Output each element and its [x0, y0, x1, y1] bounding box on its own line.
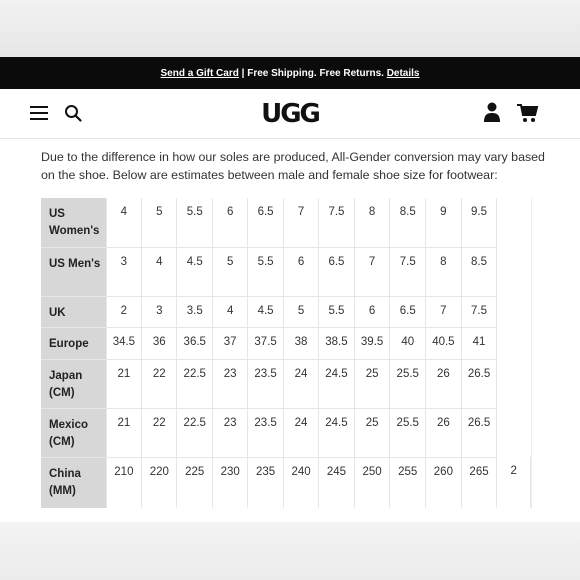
size-cell: 7: [354, 247, 390, 296]
size-cell: 2: [497, 457, 531, 508]
size-cell: 4.5: [177, 247, 213, 296]
size-cell: 3: [142, 296, 177, 327]
details-link[interactable]: Details: [386, 67, 420, 79]
size-cell: 240: [283, 457, 318, 508]
row-header-cell: Mexico (CM): [41, 408, 106, 457]
size-cell: 24: [283, 408, 318, 457]
size-cell: 7.5: [390, 247, 426, 296]
size-cell: 37.5: [248, 327, 284, 359]
size-cell: 8.5: [461, 247, 497, 296]
size-cell: 4: [213, 296, 248, 327]
size-cell: 2: [106, 296, 142, 327]
size-cell: 24: [283, 359, 318, 408]
size-chart-table-container[interactable]: [41, 198, 532, 508]
size-cell: 5.5: [319, 296, 355, 327]
table-row: [41, 327, 531, 359]
size-cell: 22.5: [177, 408, 213, 457]
size-cell: 25: [354, 359, 390, 408]
size-cell: 265: [461, 457, 497, 508]
size-cell: 8: [354, 198, 390, 247]
table-row: [41, 408, 531, 457]
size-cell: 41: [461, 327, 497, 359]
size-cell: 5: [213, 247, 248, 296]
size-cell: 23: [213, 408, 248, 457]
size-cell: 25: [354, 408, 390, 457]
size-cell: 3.5: [177, 296, 213, 327]
size-cell: 22.5: [177, 359, 213, 408]
row-header-cell: China (MM): [41, 457, 106, 508]
row-header-cell: US Women's: [41, 198, 106, 247]
search-icon[interactable]: [64, 104, 82, 122]
size-cell: 6: [283, 247, 318, 296]
size-cell: 4: [142, 247, 177, 296]
size-cell: 4.5: [248, 296, 284, 327]
size-cell: 38.5: [319, 327, 355, 359]
ugg-logo[interactable]: UGG: [261, 99, 319, 129]
size-cell: 260: [426, 457, 462, 508]
bottom-gray-bar: [0, 522, 580, 580]
promo-shipping-text: | Free Shipping. Free Returns.: [238, 67, 387, 79]
table-row: [41, 247, 531, 296]
size-cell: 34.5: [106, 327, 142, 359]
size-cell: 7.5: [319, 198, 355, 247]
size-cell: 6.5: [248, 198, 284, 247]
size-cell: 7.5: [461, 296, 497, 327]
size-cell: 6.5: [319, 247, 355, 296]
size-cell: 22: [142, 359, 177, 408]
size-cell: 3: [106, 247, 142, 296]
size-cell: 230: [213, 457, 248, 508]
size-cell: 245: [319, 457, 355, 508]
user-icon[interactable]: [483, 102, 501, 122]
size-cell: 26: [426, 408, 462, 457]
size-cell: 6.5: [390, 296, 426, 327]
top-gray-bar: [0, 0, 580, 57]
size-cell: 7: [426, 296, 462, 327]
size-cell: 40.5: [426, 327, 462, 359]
size-cell: 220: [142, 457, 177, 508]
size-cell: 23.5: [248, 359, 284, 408]
size-cell: 235: [248, 457, 284, 508]
size-cell: 37: [213, 327, 248, 359]
size-cell: 24.5: [319, 359, 355, 408]
size-cell: 5.5: [248, 247, 284, 296]
size-cell: 39.5: [354, 327, 390, 359]
size-cell: 25.5: [390, 359, 426, 408]
size-cell: 4: [106, 198, 142, 247]
table-row: [41, 198, 531, 247]
table-row: [41, 296, 531, 327]
row-header-cell: Europe: [41, 327, 106, 359]
size-cell: 6: [213, 198, 248, 247]
size-cell: 26.5: [461, 408, 497, 457]
size-cell: 38: [283, 327, 318, 359]
table-row: [41, 359, 531, 408]
size-cell: 7: [283, 198, 318, 247]
size-cell: 6: [354, 296, 390, 327]
size-cell: 36: [142, 327, 177, 359]
size-cell: 255: [390, 457, 426, 508]
cart-icon[interactable]: [517, 103, 539, 123]
size-chart-table: [41, 198, 531, 508]
send-gift-card-link[interactable]: Send a Gift Card: [160, 67, 239, 79]
site-header: [0, 89, 580, 139]
size-cell: 210: [106, 457, 142, 508]
size-cell: 8: [426, 247, 462, 296]
size-cell: 250: [354, 457, 390, 508]
size-cell: 225: [177, 457, 213, 508]
size-cell: 40: [390, 327, 426, 359]
size-cell: 36.5: [177, 327, 213, 359]
size-cell: 22: [142, 408, 177, 457]
size-cell: 24.5: [319, 408, 355, 457]
size-cell: 25.5: [390, 408, 426, 457]
conversion-intro-text: Due to the difference in how our soles are produced, All-Gender conversion may vary based on the shoe. Below are estimates between male and female shoe size for footwear:: [41, 150, 545, 182]
size-cell: 26.5: [461, 359, 497, 408]
menu-icon[interactable]: [30, 105, 48, 121]
row-header-cell: UK: [41, 296, 106, 327]
size-cell: 5.5: [177, 198, 213, 247]
size-cell: 26: [426, 359, 462, 408]
size-cell: 21: [106, 359, 142, 408]
row-header-cell: US Men's: [41, 247, 106, 296]
promo-banner: [0, 57, 580, 89]
size-cell: 5: [142, 198, 177, 247]
row-header-cell: Japan (CM): [41, 359, 106, 408]
size-cell: 9.5: [461, 198, 497, 247]
table-row: [41, 457, 531, 508]
size-cell: 9: [426, 198, 462, 247]
size-cell: 23: [213, 359, 248, 408]
size-cell: 23.5: [248, 408, 284, 457]
size-cell: 5: [283, 296, 318, 327]
size-cell: 21: [106, 408, 142, 457]
size-cell: 8.5: [390, 198, 426, 247]
